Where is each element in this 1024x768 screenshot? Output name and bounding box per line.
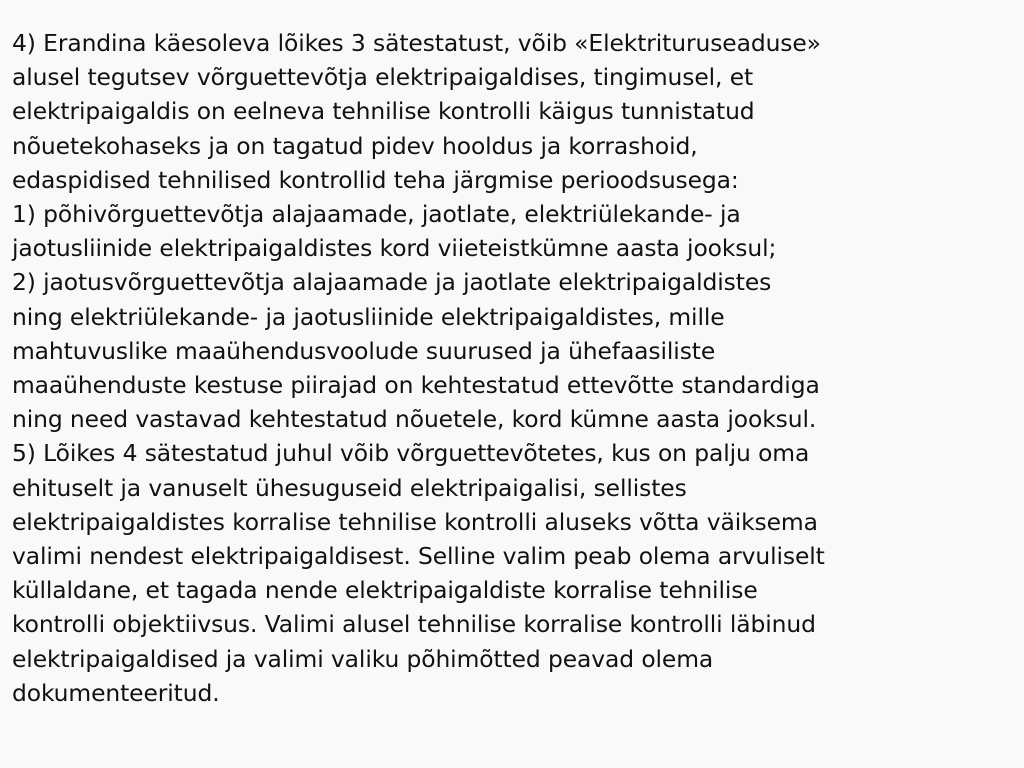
- text-line: valimi nendest elektripaigaldisest. Selline valim peab olema arvuliselt: [12, 542, 825, 571]
- text-line: edaspidised tehnilised kontrollid teha järgmise perioodsusega:: [12, 165, 739, 194]
- text-line: elektripaigaldis on eelneva tehnilise kontrolli käigus tunnistatud: [12, 97, 755, 126]
- text-line: ning need vastavad kehtestatud nõuetele, kord kümne aasta jooksul.: [12, 405, 817, 434]
- text-line: maaühenduste kestuse piirajad on kehtestatud ettevõtte standardiga: [12, 371, 820, 400]
- text-line: 1) põhivõrguettevõtja alajaamade, jaotlate, elektriülekande- ja: [12, 200, 741, 229]
- text-line: kontrolli objektiivsus. Valimi alusel tehnilise korralise kontrolli läbinud: [12, 610, 816, 639]
- text-line: ehituselt ja vanuselt ühesuguseid elektripaigalisi, sellistes: [12, 473, 687, 502]
- text-line: elektripaigaldistes korralise tehnilise kontrolli aluseks võtta väiksema: [12, 507, 818, 536]
- text-line: ning elektriülekande- ja jaotusliinide elektripaigaldistes, mille: [12, 302, 725, 331]
- text-line: nõuetekohaseks ja on tagatud pidev hooldus ja korrashoid,: [12, 131, 698, 160]
- text-line: alusel tegutsev võrguettevõtja elektripaigaldises, tingimusel, et: [12, 63, 754, 92]
- text-line: mahtuvuslike maaühendusvoolude suurused ja ühefaasiliste: [12, 336, 716, 365]
- text-line: küllaldane, et tagada nende elektripaigaldiste korralise tehnilise: [12, 576, 758, 605]
- text-line: 2) jaotusvõrguettevõtja alajaamade ja jaotlate elektripaigaldistes: [12, 268, 772, 297]
- document-text: [12, 26, 1012, 710]
- text-line: 5) Lõikes 4 sätestatud juhul võib võrguettevõtetes, kus on palju oma: [12, 439, 810, 468]
- text-line: dokumenteeritud.: [12, 678, 220, 707]
- text-line: elektripaigaldised ja valimi valiku põhimõtted peavad olema: [12, 644, 714, 673]
- text-line: jaotusliinide elektripaigaldistes kord viieteistkümne aasta jooksul;: [12, 234, 777, 263]
- text-line: 4) Erandina käesoleva lõikes 3 sätestatust, võib «Elektrituruseaduse»: [12, 29, 821, 57]
